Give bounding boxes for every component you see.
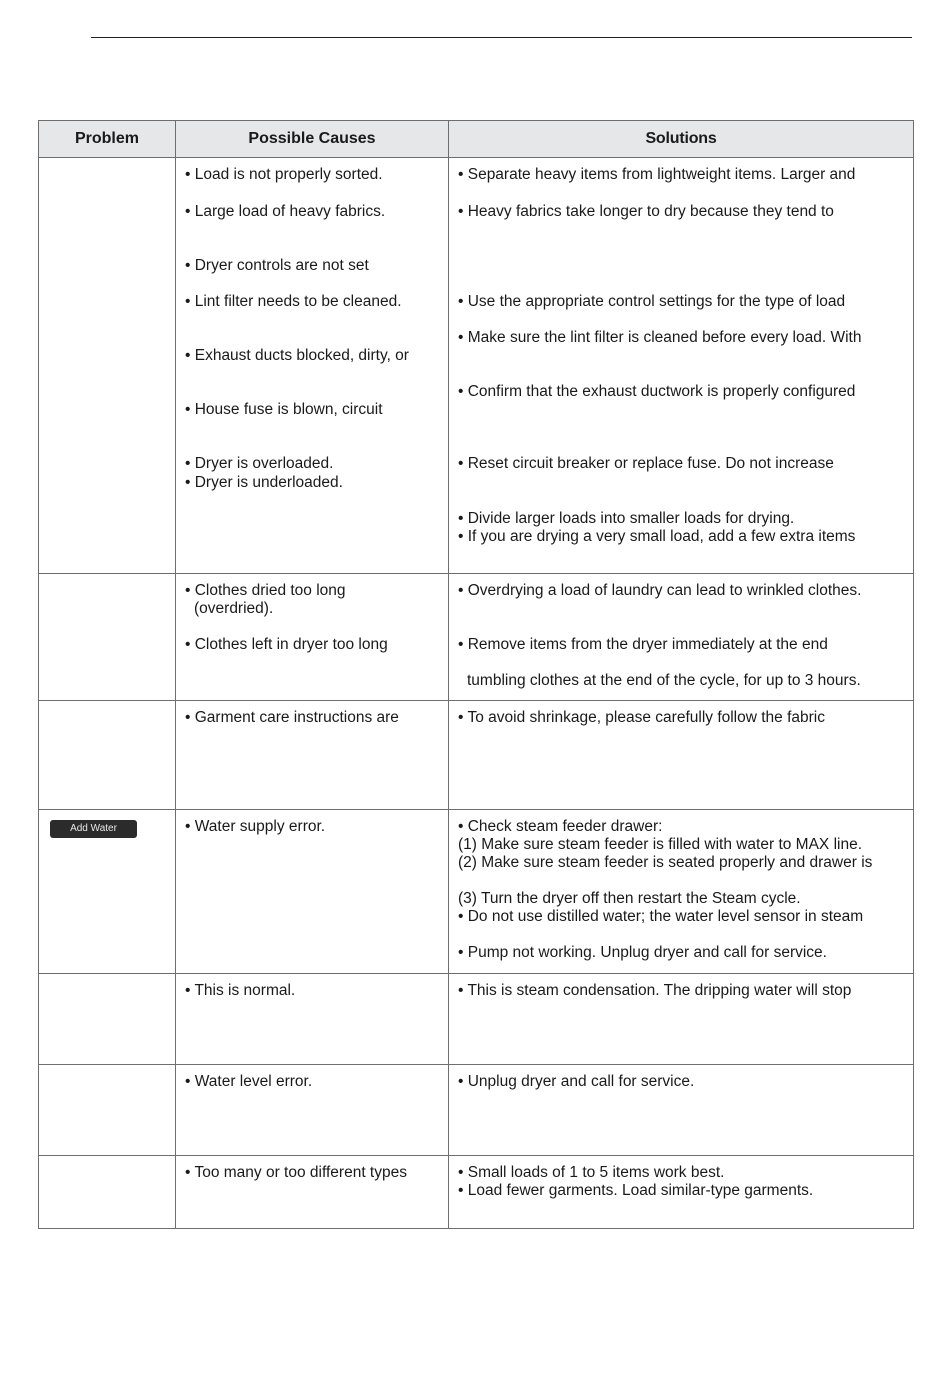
problem-column-header: Problem	[39, 121, 176, 158]
solutions-cell	[449, 810, 914, 974]
causes-cell	[176, 158, 449, 574]
cause-text: • Water supply error.	[185, 818, 326, 835]
solution-text: • Check steam feeder drawer:	[458, 818, 663, 835]
causes-cell	[176, 574, 449, 701]
problem-cell	[39, 574, 176, 701]
solution-text: • Do not use distilled water; the water level sensor in steam	[458, 908, 864, 925]
solution-text: • To avoid shrinkage, please carefully follow the fabric	[458, 709, 826, 726]
cause-text: • House fuse is blown, circuit	[185, 401, 383, 418]
solution-text: • Pump not working. Unplug dryer and call for service.	[458, 944, 827, 961]
cause-text: • Dryer controls are not set	[185, 257, 369, 274]
solution-text: • Use the appropriate control settings for the type of load	[458, 293, 846, 310]
cause-text: • Load is not properly sorted.	[185, 166, 383, 183]
cause-text: • Garment care instructions are	[185, 709, 399, 726]
table-row	[39, 974, 914, 1065]
table-row	[39, 574, 914, 701]
solutions-column-header: Solutions	[449, 121, 914, 158]
cause-text: • Clothes dried too long	[185, 582, 346, 599]
causes-cell	[176, 974, 449, 1065]
solution-text: • Make sure the lint filter is cleaned before every load. With	[458, 329, 862, 346]
causes-cell	[176, 1065, 449, 1156]
problem-cell	[39, 701, 176, 810]
solution-text: • If you are drying a very small load, add a few extra items	[458, 528, 856, 545]
table-row	[39, 158, 914, 574]
solutions-cell	[449, 574, 914, 701]
table-row	[39, 1065, 914, 1156]
causes-cell	[176, 701, 449, 810]
cause-text: • Dryer is overloaded.	[185, 455, 334, 472]
solution-text: • This is steam condensation. The dripping water will stop	[458, 982, 852, 999]
solution-text: (2) Make sure steam feeder is seated properly and drawer is	[458, 854, 873, 871]
solution-text: • Load fewer garments. Load similar-type garments.	[458, 1182, 814, 1199]
problem-cell	[39, 1156, 176, 1229]
solution-text: • Overdrying a load of laundry can lead to wrinkled clothes.	[458, 582, 862, 599]
solution-text: (1) Make sure steam feeder is filled with water to MAX line.	[458, 836, 863, 853]
solution-text: (3) Turn the dryer off then restart the Steam cycle.	[458, 890, 801, 907]
cause-text: • Lint filter needs to be cleaned.	[185, 293, 402, 310]
solution-text: • Reset circuit breaker or replace fuse. Do not increase	[458, 455, 834, 472]
table-header-row	[39, 121, 914, 158]
header-rule	[91, 37, 912, 38]
problem-cell	[39, 1065, 176, 1156]
causes-cell	[176, 810, 449, 974]
solutions-cell	[449, 701, 914, 810]
cause-text: • Water level error.	[185, 1073, 313, 1090]
solution-text: • Small loads of 1 to 5 items work best.	[458, 1164, 725, 1181]
solution-text: • Remove items from the dryer immediately at the end	[458, 636, 828, 653]
solution-text: • Separate heavy items from lightweight items. Larger and	[458, 166, 856, 183]
solutions-cell	[449, 158, 914, 574]
problem-cell	[39, 974, 176, 1065]
solution-text: tumbling clothes at the end of the cycle, for up to 3 hours.	[467, 672, 861, 689]
cause-text: • Exhaust ducts blocked, dirty, or	[185, 347, 409, 364]
problem-cell	[39, 158, 176, 574]
table-row	[39, 1156, 914, 1229]
cause-text: • Large load of heavy fabrics.	[185, 203, 386, 220]
cause-text: (overdried).	[194, 600, 274, 617]
causes-column-header: Possible Causes	[176, 121, 449, 158]
solutions-cell	[449, 974, 914, 1065]
solution-text: • Heavy fabrics take longer to dry because they tend to	[458, 203, 834, 220]
troubleshooting-table	[38, 120, 914, 1229]
solutions-cell	[449, 1156, 914, 1229]
problem-cell	[39, 810, 176, 974]
solution-text: • Confirm that the exhaust ductwork is properly configured	[458, 383, 856, 400]
solutions-cell	[449, 1065, 914, 1156]
table-row	[39, 701, 914, 810]
cause-text: • Too many or too different types	[185, 1164, 407, 1181]
solution-text: • Divide larger loads into smaller loads for drying.	[458, 510, 795, 527]
cause-text: • Clothes left in dryer too long	[185, 636, 388, 653]
cause-text: • Dryer is underloaded.	[185, 474, 343, 491]
cause-text: • This is normal.	[185, 982, 296, 999]
add-water-indicator: Add Water	[50, 820, 137, 838]
causes-cell	[176, 1156, 449, 1229]
table-row	[39, 810, 914, 974]
solution-text: • Unplug dryer and call for service.	[458, 1073, 695, 1090]
